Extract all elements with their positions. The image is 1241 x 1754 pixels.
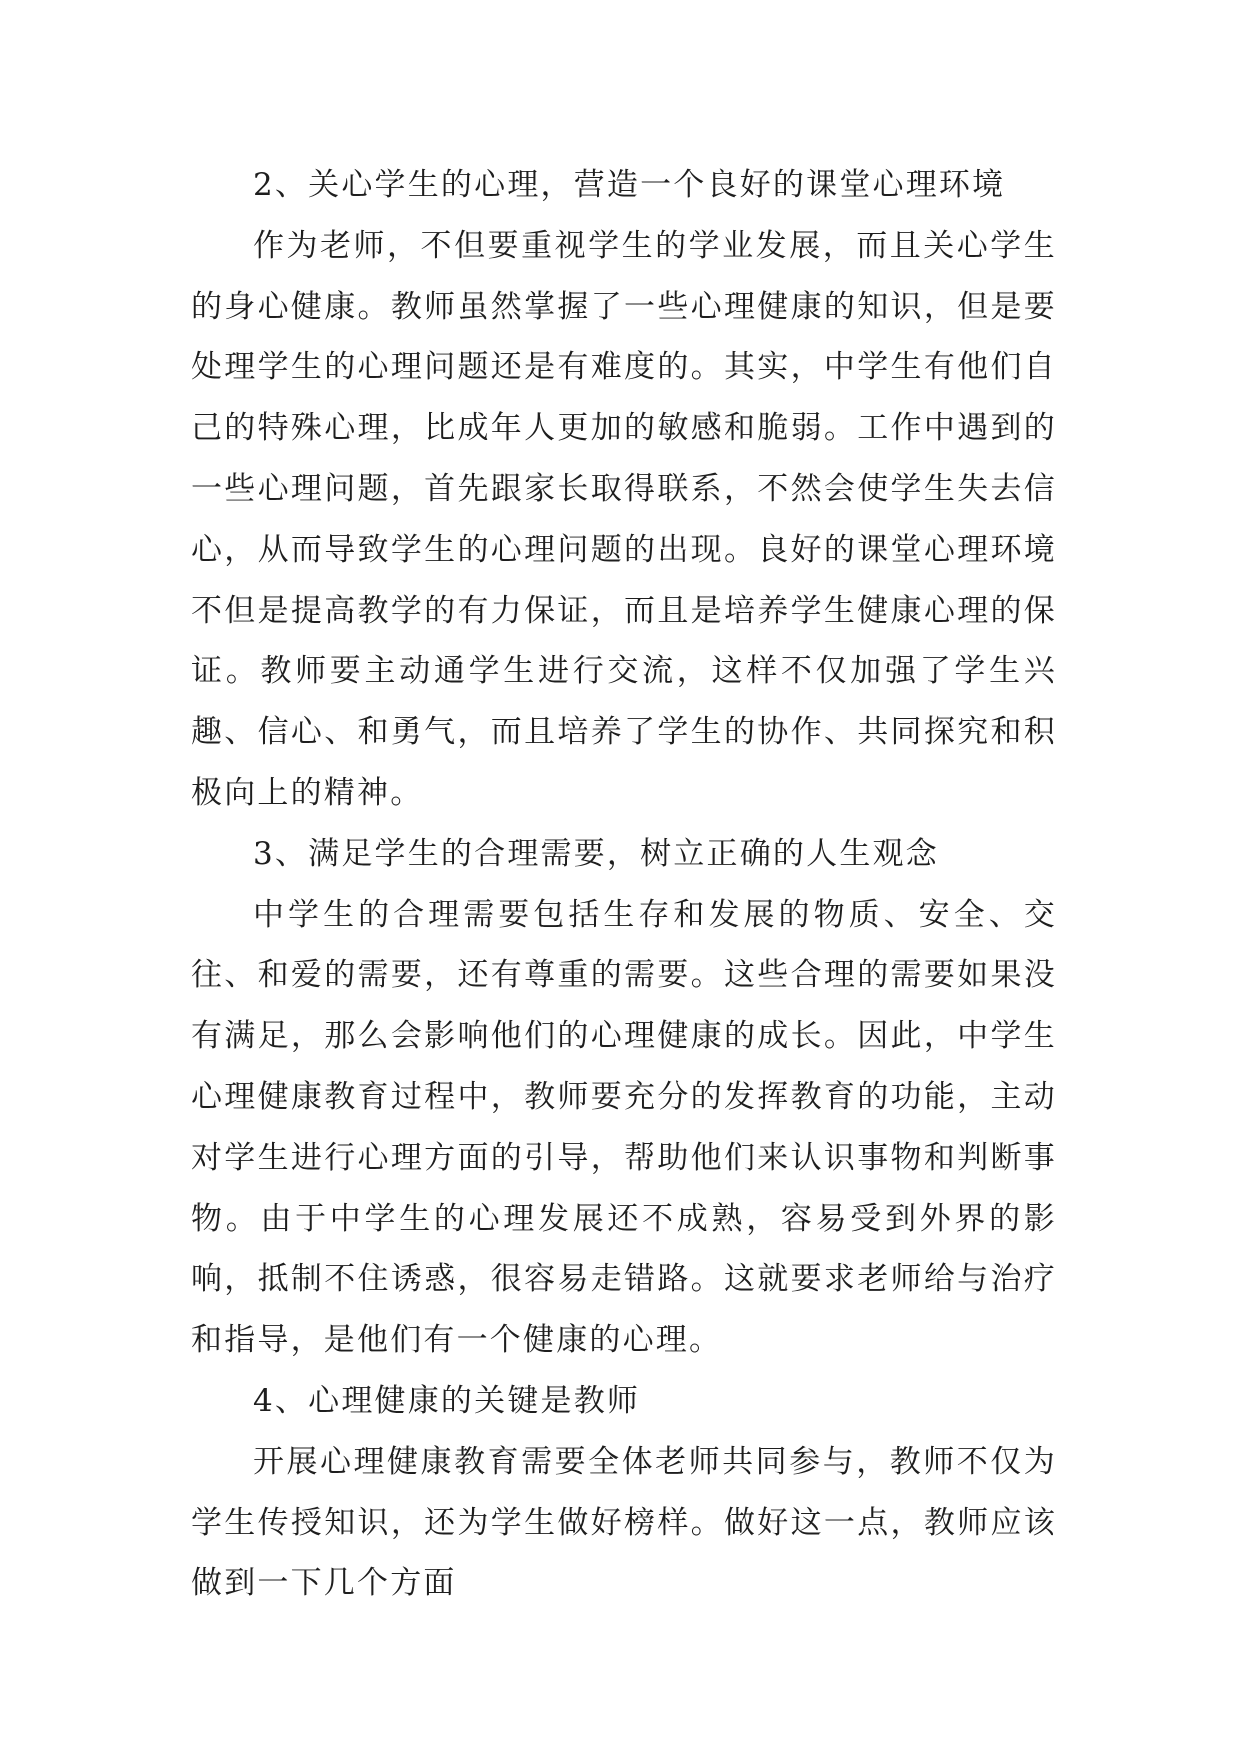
- paragraph-teacher-key: 开展心理健康教育需要全体老师共同参与，教师不仅为学生传授知识，还为学生做好榜样。做好这一点，教师应该做到一下几个方面: [191, 1443, 1057, 1602]
- paragraph-teacher-care: 作为老师，不但要重视学生的学业发展，而且关心学生的身心健康。教师虽然掌握了一些心理健康的知识，但是要处理学生的心理问题还是有难度的。其实，中学生有他们自己的特殊心理，比成年人更加的敏感和脆弱。工作中遇到的一些心理问题，首先跟家长取得联系，不然会使学生失去信心，从而导致学生的心理问题的出现。良好的课堂心理环境不但是提高教学的有力保证，而且是培养学生健康心理的保证。教师要主动通学生进行交流，这样不仅加强了学生兴趣、信心、和勇气，而且培养了学生的协作、共同探究和积极向上的精神。: [191, 227, 1057, 811]
- section-heading-4: 4、心理健康的关键是教师: [253, 1382, 641, 1419]
- section-heading-2: 2、关心学生的心理，营造一个良好的课堂心理环境: [253, 167, 1006, 203]
- paragraph-reasonable-needs: 中学生的合理需要包括生存和发展的物质、安全、交往、和爱的需要，还有尊重的需要。这些合理的需要如果没有满足，那么会影响他们的心理健康的成长。因此，中学生心理健康教育过程中，教师要充分的发挥教育的功能，主动对学生进行心理方面的引导，帮助他们来认识事物和判断事物。由于中学生的心理发展还不成熟，容易受到外界的影响，抵制不住诱惑，很容易走错路。这就要求老师给与治疗和指导，是他们有一个健康的心理。: [191, 896, 1057, 1359]
- document-page: [191, 155, 1057, 1614]
- section-heading-3: 3、满足学生的合理需要，树立正确的人生观念: [253, 835, 939, 872]
